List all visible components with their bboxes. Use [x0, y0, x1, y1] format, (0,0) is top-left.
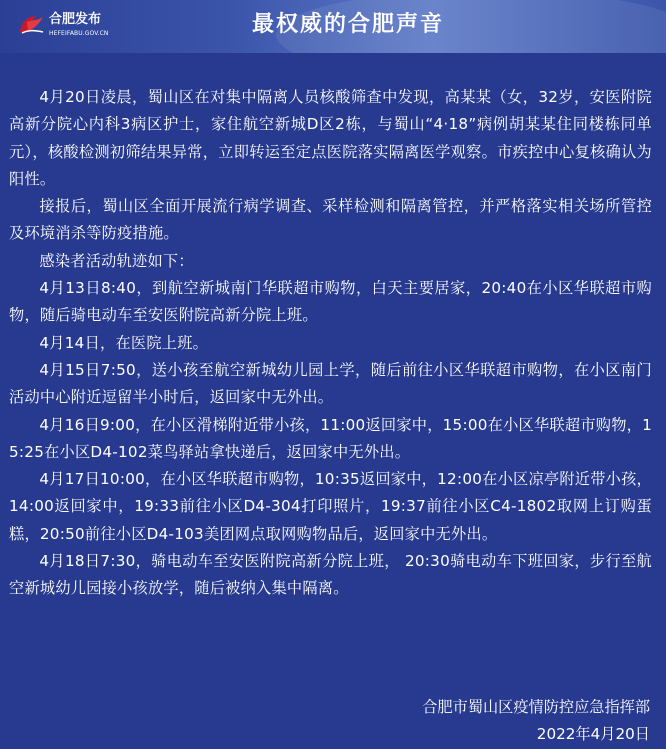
paragraph-6: 4月15日7:50，送小孩至航空新城幼儿园上学，随后前往小区华联超市购物，在小区南门活动中心附近逗留半小时后，返回家中无外出。 — [9, 360, 652, 407]
header-slogan: 最权威的合肥声音 — [252, 12, 445, 37]
hefei-logo-icon — [18, 12, 46, 36]
logo-text: 合肥发布 — [49, 12, 102, 27]
paragraph-4: 4月13日8:40，到航空新城南门华联超市购物，白天主要居家，20:40在小区华联超市购物，随后骑电动车至安医附院高新分院上班。 — [9, 279, 652, 325]
logo-url: HEFEIFABU.GOV.CN — [49, 30, 109, 37]
paragraph-2: 接报后，蜀山区全面开展流行病学调查、采样检测和隔离管控，并严格落实相关场所管控及环境消杀等防疫措施。 — [9, 197, 652, 243]
notice-body — [9, 84, 652, 603]
paragraph-1: 4月20日凌晨，蜀山区在对集中隔离人员核酸筛查中发现，高某某（女，32岁，安医附院高新分院心内科3病区护士，家住航空新城D区2栋，与蜀山“4·18”病例胡某某住同楼栋同单元），核酸检测初筛结果异常，立即转运至定点医院落实隔离医学观察。市疾控中心复核确认为阳性。 — [9, 88, 652, 188]
paragraph-5: 4月14日，在医院上班。 — [39, 333, 209, 352]
paragraph-7: 4月16日9:00，在小区滑梯附近带小孩，11:00返回家中，15:00在小区华联超市购物，15:25在小区D4-102菜鸟驿站拿快递后，返回家中无外出。 — [9, 415, 652, 461]
hefei-fabu-logo — [18, 8, 128, 43]
paragraph-3: 感染者活动轨迹如下： — [39, 251, 194, 270]
paragraph-9: 4月18日7:30，骑电动车至安医附院高新分院上班， 20:30骑电动车下班回家，步行至航空新城幼儿园接小孩放学，随后被纳入集中隔离。 — [9, 552, 652, 598]
issuer-signature: 合肥市蜀山区疫情防控应急指挥部 — [422, 698, 650, 716]
paragraph-8: 4月17日10:00，在小区华联超市购物，10:35返回家中，12:00在小区凉亭附近带小孩，14:00返回家中，19:33前往小区D4-304打印照片，19:37前往小区C4-1802取网上订购蛋糕，20:50前往小区D4-103美团网点取网购物品后，返回家中无外出。 — [9, 470, 652, 543]
header-banner — [0, 0, 666, 53]
issue-date: 2022年4月20日 — [536, 725, 650, 743]
